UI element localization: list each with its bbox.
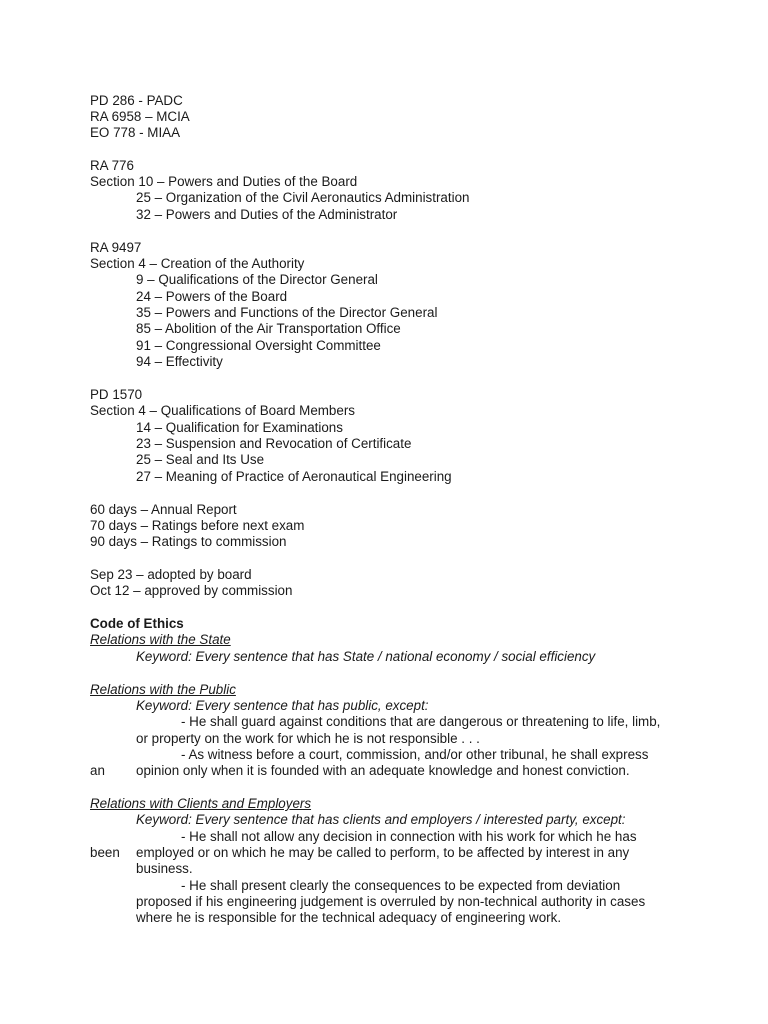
clients-margin-word: been bbox=[90, 845, 120, 860]
clients-exception-line: proposed if his engineering judgement is overruled by non-technical authority in cases bbox=[136, 894, 646, 909]
state-keyword: Keyword: Every sentence that has State / national economy / social efficiency bbox=[136, 649, 596, 664]
ra9497-section-item: 9 – Qualifications of the Director General bbox=[136, 272, 378, 287]
pd1570-section-item: 23 – Suspension and Revocation of Certificate bbox=[136, 436, 412, 451]
ra9497-section-first: Section 4 – Creation of the Authority bbox=[90, 256, 305, 271]
ra776-title: RA 776 bbox=[90, 158, 134, 173]
ethics-heading: Code of Ethics bbox=[90, 616, 184, 631]
date-line: Sep 23 – adopted by board bbox=[90, 567, 252, 582]
clients-exception-line: where he is responsible for the technical adequacy of engineering work. bbox=[136, 910, 562, 925]
public-keyword: Keyword: Every sentence that has public, except: bbox=[136, 698, 429, 713]
ra9497-section-item: 24 – Powers of the Board bbox=[136, 289, 288, 304]
date-line: Oct 12 – approved by commission bbox=[90, 583, 293, 598]
clients-relations-title: Relations with Clients and Employers bbox=[90, 796, 312, 811]
public-exception-line: - He shall guard against conditions that are dangerous or threatening to life, limb, bbox=[181, 714, 661, 729]
pd1570-section-item: 27 – Meaning of Practice of Aeronautical Engineering bbox=[136, 469, 452, 484]
days-line: 60 days – Annual Report bbox=[90, 502, 237, 517]
act-line: RA 6958 – MCIA bbox=[90, 109, 190, 124]
ra776-section-first: Section 10 – Powers and Duties of the Board bbox=[90, 174, 358, 189]
ra9497-section-item: 35 – Powers and Functions of the Director General bbox=[136, 305, 438, 320]
clients-keyword: Keyword: Every sentence that has clients and employers / interested party, except: bbox=[136, 812, 626, 827]
state-relations-title: Relations with the State bbox=[90, 632, 231, 647]
ra9497-title: RA 9497 bbox=[90, 240, 142, 255]
ra776-section-item: 25 – Organization of the Civil Aeronautics Administration bbox=[136, 190, 470, 205]
clients-exception-line: - He shall present clearly the consequences to be expected from deviation bbox=[181, 878, 621, 893]
act-line: PD 286 - PADC bbox=[90, 93, 183, 108]
public-relations-title: Relations with the Public bbox=[90, 682, 236, 697]
pd1570-title: PD 1570 bbox=[90, 387, 143, 402]
ra9497-section-item: 91 – Congressional Oversight Committee bbox=[136, 338, 381, 353]
clients-exception-line: business. bbox=[136, 861, 193, 876]
public-exception-line: or property on the work for which he is not responsible . . . bbox=[136, 731, 480, 746]
public-exception-line: opinion only when it is founded with an adequate knowledge and honest conviction. bbox=[136, 763, 630, 778]
pd1570-section-first: Section 4 – Qualifications of Board Members bbox=[90, 403, 355, 418]
clients-exception-line: - He shall not allow any decision in connection with his work for which he has bbox=[181, 829, 637, 844]
ra9497-section-item: 94 – Effectivity bbox=[136, 354, 223, 369]
ra9497-section-item: 85 – Abolition of the Air Transportation Office bbox=[136, 321, 401, 336]
pd1570-section-item: 25 – Seal and Its Use bbox=[136, 452, 265, 467]
days-line: 70 days – Ratings before next exam bbox=[90, 518, 305, 533]
public-exception-line: - As witness before a court, commission, and/or other tribunal, he shall express bbox=[181, 747, 649, 762]
days-line: 90 days – Ratings to commission bbox=[90, 534, 287, 549]
public-margin-word: an bbox=[90, 763, 105, 778]
act-line: EO 778 - MIAA bbox=[90, 125, 181, 140]
ra776-section-item: 32 – Powers and Duties of the Administrator bbox=[136, 207, 398, 222]
pd1570-section-item: 14 – Qualification for Examinations bbox=[136, 420, 343, 435]
clients-exception-line: employed or on which he may be called to perform, to be affected by interest in any bbox=[136, 845, 630, 860]
